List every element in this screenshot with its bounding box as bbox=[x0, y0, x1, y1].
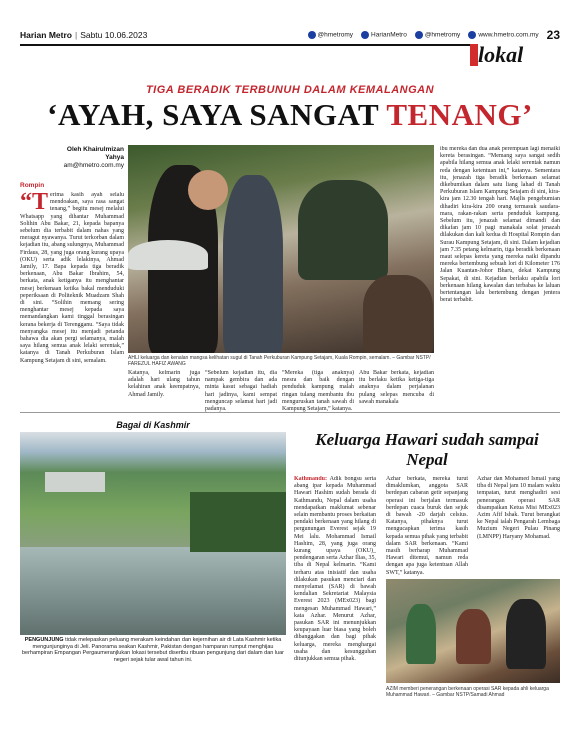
issue-date: Sabtu 10.06.2023 bbox=[80, 30, 148, 40]
article-column-2: Katanya, kelmarin juga adalah hari ulang tahun kelahiran anak keempatnya, Ahmad Jamily. bbox=[128, 370, 200, 398]
facebook-link[interactable]: HarianMetro bbox=[361, 31, 407, 39]
header-rule bbox=[20, 44, 470, 46]
article-column-6: ibu mereka dan dua anak perempuan lagi menaiki kereta berasingan. “Memang saya sangat sedih apabila hilang semua anak lelaki serentak namun reda dengan ketentuan ini,” katanya. Sementara itu, jenazah tiga beradik berkenaan selamat dikebumikan dalam satu liang lahad di Tanah Perkuburan Islam Kampung Setajam di sini, kira-kira jam 12.30 tengah hari. Majlis pengebumian dihadiri kira-kira 200 orang termasuk saudara-mara, rakan-rakan serta penduduk kampung. Sebelum itu, jenazah selamat dimandi dan dikafan jam 10 pagi manakala solat jenazah dilakukan dan kali kedua di Hospital Rompin dan Surau Kampung Setajam, di sini. Dalam kejadian jam 7.35 petang kelmarin, tiga beradik berkenaan maut selepas kereta yang mereka naiki dipandu mereka bertembung sebuah lori di Kilometer 176 Jalan Kuantan-Johor Bharu, dekat Kampung Sepakat, di sini. Kejadian berlaku apabila lori berkenaan hilang kawalan dan terbabas ke laluan bertentangan lalu bertembung dengan jentera berat terbabit. bbox=[440, 146, 560, 304]
publication-name: Harian Metro bbox=[20, 30, 72, 40]
article-column-5: Abu Bakar berkata, kejadian itu berlaku ketika ketiga-tiga anaknya dalam perjalanan pulang selepas mencuba di sawah manakala bbox=[359, 370, 434, 405]
twitter-icon bbox=[308, 31, 316, 39]
page-header: Harian Metro | Sabtu 10.06.2023 @hmetromy HarianMetro @hmetromy www.hmetro.com.my 23 bbox=[20, 28, 560, 42]
section-bar bbox=[470, 44, 478, 66]
twitter-link[interactable]: @hmetromy bbox=[308, 31, 354, 39]
photo-section-title: Bagai di Kashmir bbox=[20, 420, 286, 430]
author-email-link[interactable]: am@hmetro.com.my bbox=[63, 162, 124, 169]
mourner-figure bbox=[298, 180, 388, 280]
funeral-photo-caption: AHLI keluarga dan kenalan mangsa kelihatan sugul di Tanah Perkuburan Kampung Setajam, Kuala Rompin, semalam. – Gambar NSTP/ FAREZUL HAFIZ AWANG bbox=[128, 355, 431, 367]
nepal-column-2: Azhar berkata, mereka turut dimaklumkan, anggota SAR berdepan cabaran getir sepanjang operasi ini berjalan termasuk berdepan cuaca buruk dan sejuk di bawah -20 darjah celsius. Katanya, pihaknya turut mengucapkan terima kasih kepada semua pihak yang terbabit dalam SAR berkenaan. “Kami masih berharap Muhammad Hawari ditemui, namun reda dengan apa juga ketentuan Allah SWT,” katanya. bbox=[386, 476, 468, 576]
byline: Oleh Khairulmizan Yahya am@hmetro.com.my bbox=[63, 146, 124, 169]
mourner-figure bbox=[223, 175, 283, 353]
section-label: lokal bbox=[478, 42, 524, 67]
river-water bbox=[20, 547, 286, 635]
social-links bbox=[308, 31, 539, 39]
article-kicker: TIGA BERADIK TERBUNUH DALAM KEMALANGAN bbox=[145, 84, 435, 96]
mourner-face bbox=[188, 170, 228, 210]
person-figure bbox=[456, 609, 491, 664]
person-figure bbox=[406, 604, 436, 664]
globe-icon bbox=[468, 31, 476, 39]
drop-cap: “T bbox=[20, 192, 49, 215]
nepal-column-3: Azhar dan Mohamed Ismail yang tiba di Nepal jam 10 malam waktu tempatan, turut menghadiri sesi penerangan operasi SAR disampaikan Ketua Misi MEx023 Azim Afif Ishak. Turut berangkat ke Nepal ialah Pengarah Lembaga Muzium Negeri Pulau Pinang (LMNPP) Haryany Mohamad. bbox=[477, 476, 560, 540]
mourner-figure bbox=[363, 275, 433, 353]
briefing-photo bbox=[386, 579, 560, 683]
dateline-location: Rompin bbox=[20, 182, 45, 189]
nepal-headline: Keluarga Hawari sudah sampai Nepal bbox=[315, 430, 539, 469]
umbrella bbox=[128, 240, 208, 270]
waterfall-photo-caption: PENGUNJUNG tidak melepaskan peluang merakam keindahan dan kejernihan air di Lata Kashmir ketika mengunjunginya di Jeli. Panorama seakan Kashmir, Pakistan dengan hamparan rumput menghijau berhampiran Empangan Pergaumeranjlukan lokasi tersebut disertbu ribuan pengunjung dari dalam dan luar negeri sejak tular awal tahun ini. bbox=[21, 637, 285, 663]
article-column-3: “Sebelum kejadian itu, dia nampak gembira dan ada minta kasut sebagai hadiah hari jadinya, kami sempat menguncap selamat hari jadi padanya. bbox=[205, 370, 277, 413]
article-column-1: “Terima kasih ayah selalu mendoakan, saya rasa sangat tenang,” begitu mesej melalui Whatsapp yang dihantar Muhammad Solihin Abu Bakar, 21, kepada bapanya sebelum dia terbabit dalam nahas yang meragut nyawanya. Turut terkorban dalam kejadian itu, abang sulungnya, Muhammad Firdaus, 28, yang juga orang kurang upaya (OKU) serta adik lelakinya, Ahmad Jamily, 17. Bapa kepada tiga beradik berkenaan, Abu Bakar Ibrahim, 54, berkata, anak ketiganya itu menghantar mesej berkenaan ketika bakal menduduki peperiksaan di Politeknik Muadzam Shah di sini. “Solihin memang sering menghantar mesej kepada saya memandangkan kami tinggal berasingan kerana bekerja di Terengganu. “Saya tidak menyangka mesej itu menjadi petanda bahawa dia akan pergi selamanya, malah saya hilang semua anak lelaki serentak,” katanya di Tanah Perkuburan Islam Kampung Setajam di sini, semalam. bbox=[20, 192, 124, 364]
person-figure bbox=[506, 599, 546, 669]
article-column-4: “Mereka (tiga anaknya) mesra dan baik dengan penduduk kampung malah ringan tulang membantu ibu menguruskan tanah sawah di Kampung Setajam,” katanya. bbox=[282, 370, 354, 413]
instagram-link[interactable]: @hmetromy bbox=[415, 31, 461, 39]
facebook-icon bbox=[361, 31, 369, 39]
nepal-column-1: Kathmandu: Adik bongsu serta abang ipar kepada Muhammad Hawari Hashim sudah berada di Kathmandu, Nepal dalam usaha mendapatkan maklumat sebenar selain membantu proses berkaitan pendaki berkenaan yang hilang di pergunungan Everest sejak 19 Mei lalu. Mohammad Ismail Hashim, 28, yang juga orang kurang upaya (OKU)_ pendengaran serta Azhar Ilias, 35, tiba di Nepal kelmarin. “Kami terharu atas inisiatif dan usaha dilakukan pasukan menciari dan menyelamat (SAR) di bawah kendalian Sekretariat Malaysia Everest 2023 (MEx023) bagi mengesan Muhammad Hawari,” kata Azhar. Menurut Azhar, pasukan SAR ini menunjukkan keupayaan luar biasa yang boleh dibanggakan dan bagi pihak keluarga, mereka menghargai usaha dan kesungguhan ditunjukkan semua pihak. bbox=[294, 476, 376, 663]
dam-structure bbox=[45, 472, 105, 492]
website-link[interactable]: www.hmetro.com.my bbox=[468, 31, 538, 39]
article-headline: ‘AYAH, SAYA SANGAT TENANG’ bbox=[47, 97, 533, 132]
instagram-icon bbox=[415, 31, 423, 39]
section-divider bbox=[20, 412, 560, 413]
briefing-photo-caption: AZIM memberi penerangan berkenaan operasi SAR kepada ahli keluarga Muhammad Hawari. – Gambar NSTP/Samadi Ahmad bbox=[386, 686, 549, 698]
waterfall-photo bbox=[20, 432, 286, 635]
page-number: 23 bbox=[546, 28, 560, 42]
funeral-photo bbox=[128, 145, 434, 353]
trees bbox=[190, 492, 286, 552]
